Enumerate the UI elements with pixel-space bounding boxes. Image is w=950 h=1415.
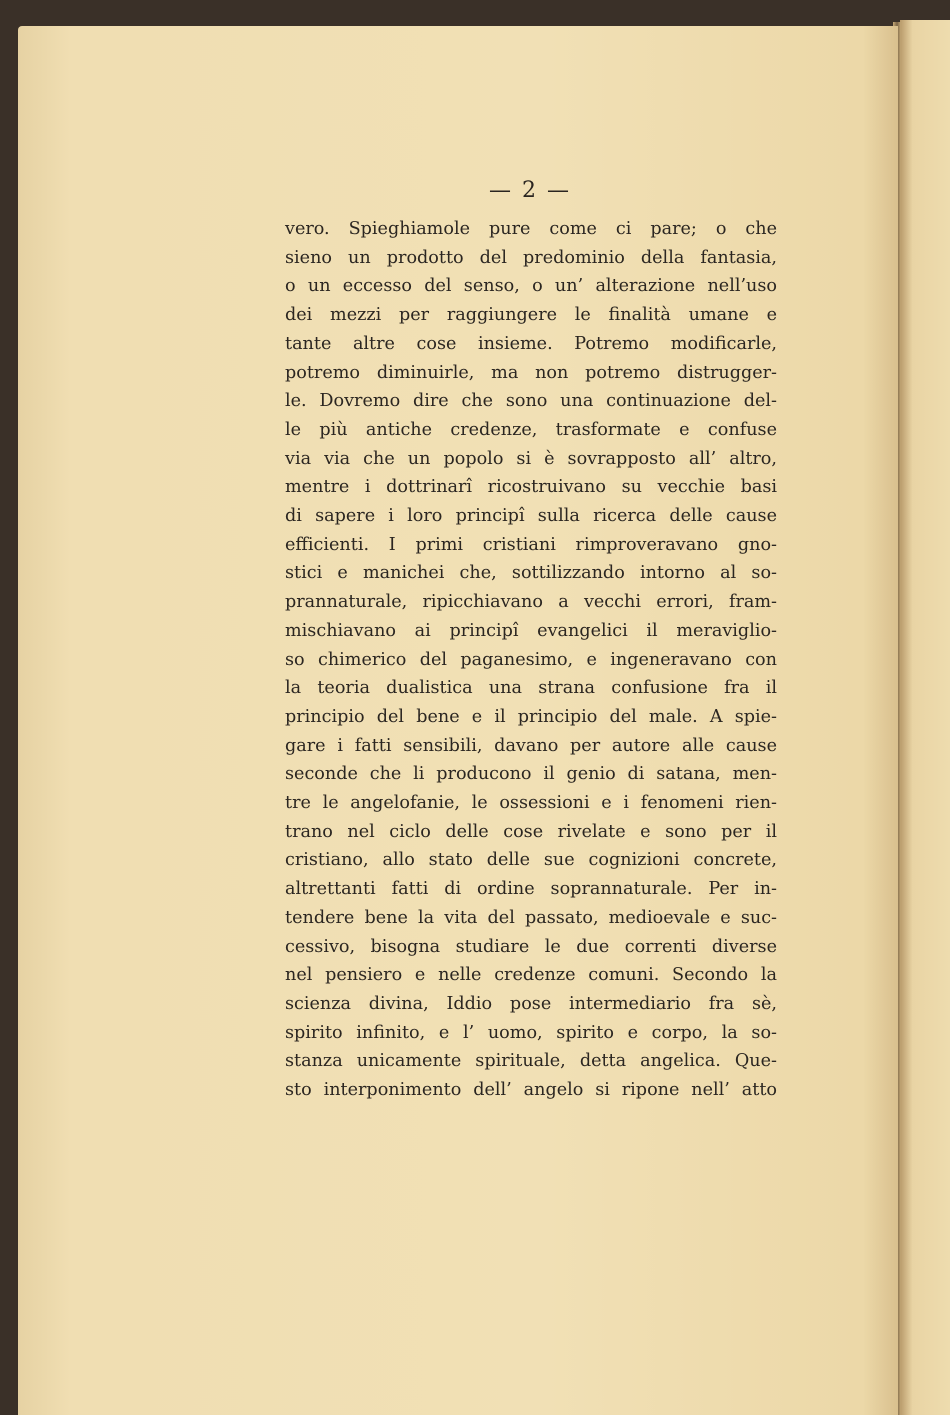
text-line: tante altre cose insieme. Potremo modificarle,: [285, 333, 777, 354]
text-line: cristiano, allo stato delle sue cognizioni concrete,: [285, 850, 777, 871]
text-line: trano nel ciclo delle cose rivelate e sono per il: [285, 821, 777, 842]
text-line: sieno un prodotto del predominio della fantasia,: [285, 247, 777, 268]
text-line: so chimerico del paganesimo, e ingeneravano con: [285, 649, 777, 670]
body-text: [285, 215, 777, 1105]
text-line: seconde che li producono il genio di satana, men-: [285, 764, 777, 785]
text-line: le. Dovremo dire che sono una continuazione del-: [285, 391, 777, 412]
text-line: o un eccesso del senso, o un’ alterazione nell’uso: [285, 276, 777, 297]
text-line: potremo diminuirle, ma non potremo distrugger-: [285, 362, 777, 383]
text-line: scienza divina, Iddio pose intermediario fra sè,: [285, 993, 777, 1014]
text-line: gare i fatti sensibili, davano per autore alle cause: [285, 735, 777, 756]
text-line: stici e manichei che, sottilizzando intorno al so-: [285, 563, 777, 584]
text-line: la teoria dualistica una strana confusione fra il: [285, 678, 777, 699]
text-line: cessivo, bisogna studiare le due correnti diverse: [285, 936, 777, 957]
text-line: tendere bene la vita del passato, medioevale e suc-: [285, 907, 777, 928]
text-line: altrettanti fatti di ordine soprannaturale. Per in-: [285, 879, 777, 900]
page-number: — 2 —: [489, 178, 571, 203]
text-line: principio del bene e il principio del male. A spie-: [285, 706, 777, 727]
adjacent-page-edge: [900, 20, 950, 1415]
text-line: vero. Spieghiamole pure come ci pare; o che: [285, 219, 777, 239]
text-line: le più antiche credenze, trasformate e confuse: [285, 419, 777, 440]
text-line: prannaturale, ripicchiavano a vecchi errori, fram-: [285, 592, 777, 613]
text-line: di sapere i loro principî sulla ricerca delle cause: [285, 506, 777, 527]
text-line: dei mezzi per raggiungere le finalità umane e: [285, 305, 777, 326]
text-line: sto interponimento dell’ angelo si ripone nell’ atto: [285, 1080, 777, 1101]
text-line: via via che un popolo si è sovrapposto all’ altro,: [285, 448, 777, 469]
text-line: tre le angelofanie, le ossessioni e i fenomeni rien-: [285, 793, 777, 814]
text-line: spirito infinito, e l’ uomo, spirito e corpo, la so-: [285, 1022, 777, 1043]
text-line: efficienti. I primi cristiani rimproveravano gno-: [285, 534, 777, 555]
text-line: mischiavano ai principî evangelici il meraviglio-: [285, 620, 777, 641]
text-line: nel pensiero e nelle credenze comuni. Secondo la: [285, 965, 777, 986]
text-line: stanza unicamente spirituale, detta angelica. Que-: [285, 1051, 777, 1072]
text-line: mentre i dottrinarî ricostruivano su vecchie basi: [285, 477, 777, 498]
